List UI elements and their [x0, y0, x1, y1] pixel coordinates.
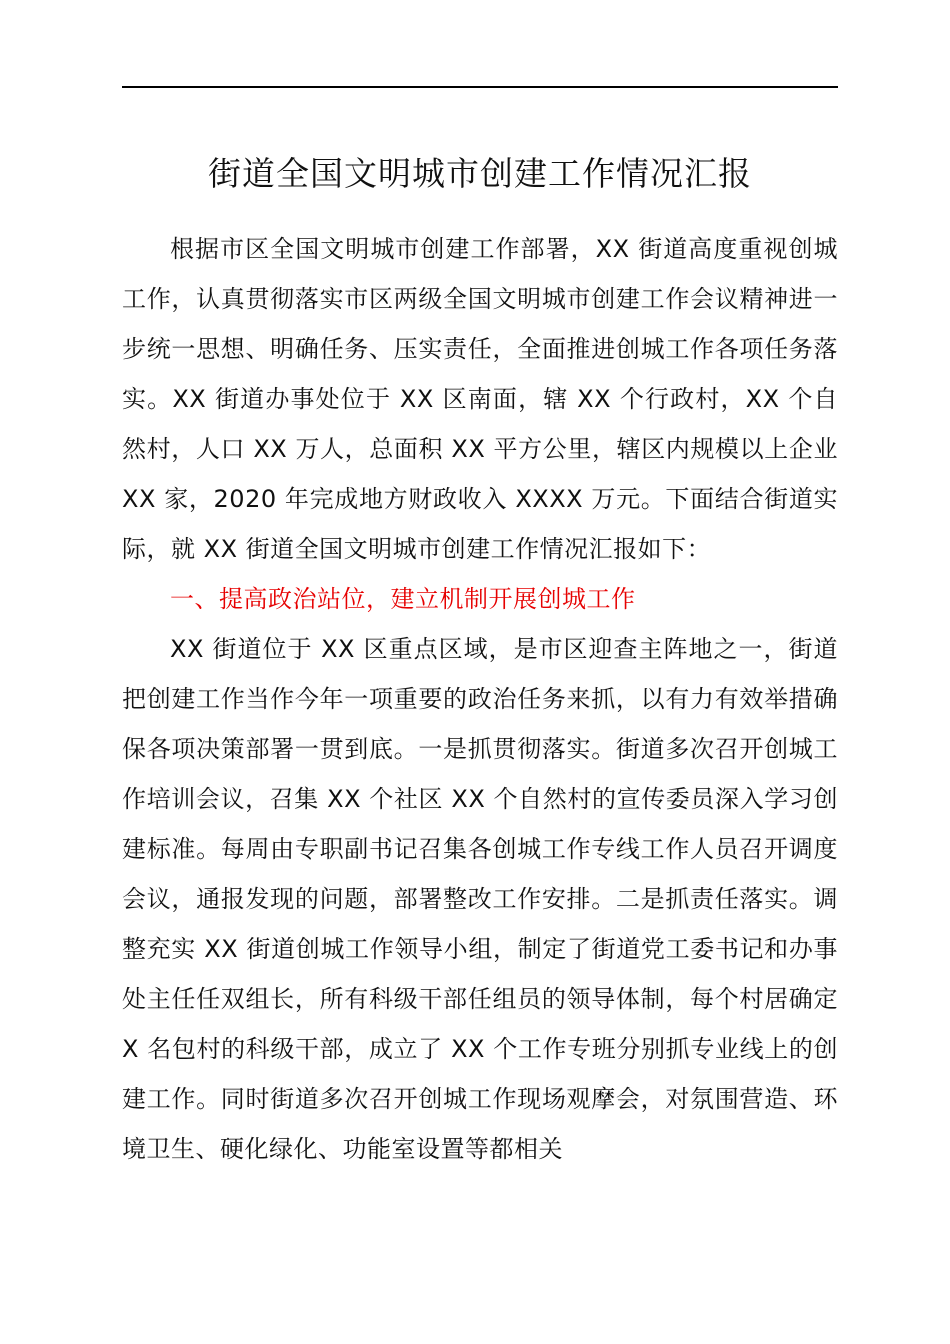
document-title: 街道全国文明城市创建工作情况汇报 [208, 154, 752, 193]
header-rule [122, 86, 838, 88]
intro-paragraph: 根据市区全国文明城市创建工作部署，XX 街道高度重视创城工作，认真贯彻落实市区两级全国文明城市创建工作会议精神进一步统一思想、明确任务、压实责任，全面推进创城工作各项任务落实。XX 街道办事处位于 XX 区南面，辖 XX 个行政村，XX 个自然村，人口 XX 万人，总面积 XX 平方公里，辖区内规模以上企业 XX 家，2020 年完成地方财政收入 XXXX 万元。下面结合街道实际，就 XX 街道全国文明城市创建工作情况汇报如下： [122, 235, 838, 563]
section-heading-1: 一、提高政治站位，建立机制开展创城工作 [170, 585, 636, 613]
section-1-paragraph: XX 街道位于 XX 区重点区域，是市区迎查主阵地之一，街道把创建工作当作今年一项重要的政治任务来抓，以有力有效举措确保各项决策部署一贯到底。一是抓贯彻落实。街道多次召开创城工作培训会议，召集 XX 个社区 XX 个自然村的宣传委员深入学习创建标准。每周由专职副书记召集各创城工作专线工作人员召开调度会议，通报发现的问题，部署整改工作安排。二是抓责任落实。调整充实 XX 街道创城工作领导小组，制定了街道党工委书记和办事处主任任双组长，所有科级干部任组员的领导体制，每个村居确定 X 名包村的科级干部，成立了 XX 个工作专班分别抓专业线上的创建工作。同时街道多次召开创城工作现场观摩会，对氛围营造、环境卫生、硬化绿化、功能室设置等都相关 [122, 635, 838, 1163]
document-body [122, 224, 838, 1174]
